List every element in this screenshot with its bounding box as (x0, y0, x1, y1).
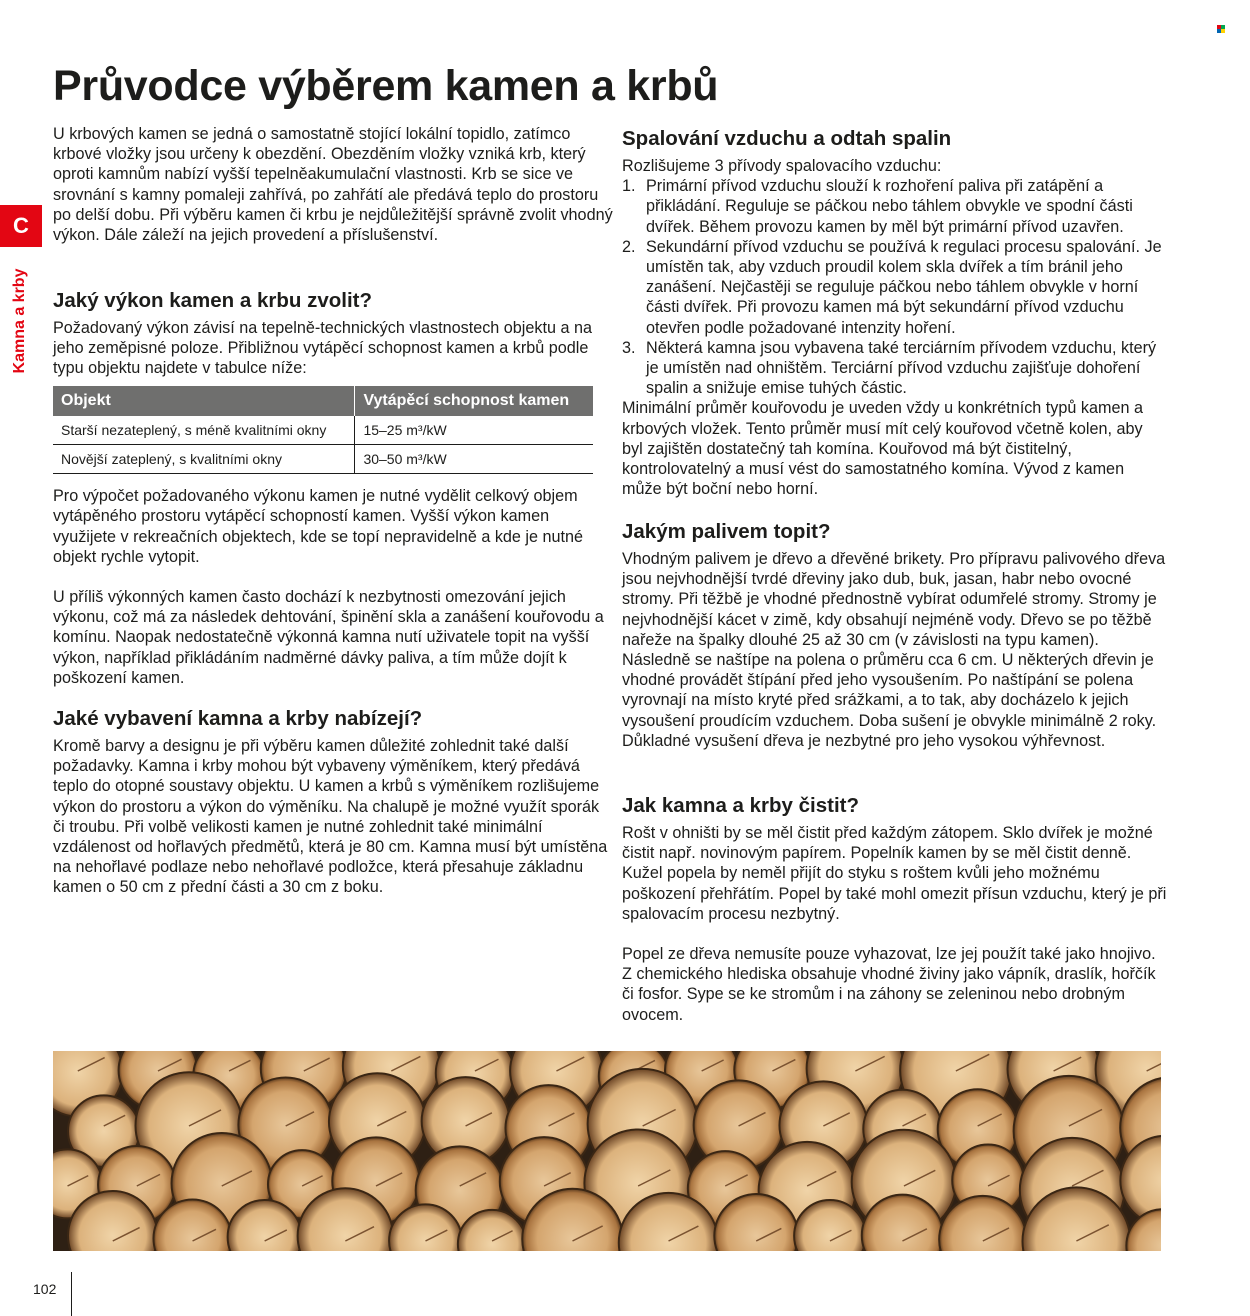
firewood-illustration (53, 1051, 1161, 1251)
cleaning-heading: Jak kamna a krby čistit? (622, 794, 860, 817)
equipment-section (53, 707, 613, 898)
table-row (53, 445, 593, 474)
page-number: 102 (33, 1281, 57, 1297)
page-title: Průvodce výběrem kamen a krbů (53, 62, 719, 110)
air-intro: Rozlišujeme 3 přívody spalovacího vzduchu: (622, 157, 942, 175)
list-text: Sekundární přívod vzduchu se používá k regulaci procesu spalování. Je umístěn tak, aby vzduch proudil kolem skla dvířek a tím bránil jeho zanášení. Nejčastěji se reguluje páčkou nebo táhlem obvykle v horní části dvířek. Při provozu kamen má být sekundární přívod vzduchu otevřen podle požadované intenzity hoření. (646, 237, 1162, 337)
air-heading: Spalování vzduchu a odtah spalin (622, 127, 952, 150)
section-tab: C (0, 205, 42, 247)
corner-logo-icon (1217, 25, 1225, 33)
list-item (622, 338, 1167, 399)
cleaning-section (622, 794, 1167, 1025)
table-header: Vytápěcí schopnost kamen (355, 386, 593, 416)
intro-paragraph: U krbových kamen se jedná o samostatně stojící lokální topidlo, zatímco krbové vložky jsou určeny k obezdění. Obezděním vložky vzniká krb, který oproti kamnům nabízí vyšší tepelněakumulační vlastnosti. Krb se sice ve srovnání s kamny pomaleji zahřívá, po zahřátí ale předává teplo do prostoru po delší dobu. Při výběru kamen či krbu je nejdůležitější správně zvolit vhodný výkon. Dále záleží na jejich provedení a příslušenství. (53, 125, 613, 245)
table-header-row (53, 386, 593, 416)
power-section (53, 289, 613, 688)
fuel-heading: Jakým palivem topit? (622, 520, 831, 543)
equipment-heading: Jaké vybavení kamna a krby nabízejí? (53, 707, 423, 730)
power-table (53, 386, 593, 475)
firewood-image (53, 1051, 1161, 1251)
fuel-text: Vhodným palivem je dřevo a dřevěné brikety. Pro přípravu palivového dřeva jsou nejvhodnější tvrdé dřeviny jako dub, buk, jasan, habr nebo ovocné stromy. Při těžbě je vhodné přednostně vybírat odumřelé stromy. Stromy je nejvhodnější kácet v zimě, kdy obsahují nejméně vody. Dřevo se po těžbě nařeže na špalky dlouhé 25 až 30 cm (v závislosti na typu kamen). Následně se naštípe na polena o průměru cca 6 cm. U některých dřevin je vhodné provádět štípání před jeho vysoušením. Po naštípání se polena vyrovnají na místo kryté před srážkami, a to tak, aby docházelo k jejich vysoušení proudícím vzduchem. Doba sušení je obvykle minimálně 2 roky. Důkladné vysušení dřeva je nezbytné pro jeho vysokou výhřevnost. (622, 550, 1166, 750)
air-section (622, 127, 1167, 499)
table-header: Objekt (53, 386, 355, 416)
table-cell: 30–50 m³/kW (355, 445, 593, 474)
cleaning-text: Rošt v ohništi by se měl čistit před každým zátopem. Sklo dvířek je možné čistit např. novinovým papírem. Popelník kamen by se měl čistit denně. Kužel popela by neměl přijít do styku s roštem kvůli jeho možnému poškození přehřátím. Popel by také mohl omezit přísun vzduchu, který je při spalovacím procesu nezbytný. (622, 824, 1167, 923)
power-paragraph-3: U příliš výkonných kamen často dochází k nezbytnosti omezování jejich výkonu, což má za následek dehtování, špinění skla a zanášení kouřovodu a komínu. Naopak nedostatečně výkonná kamna nutí uživatele topit na vyšší výkon, například přikládáním nadměrné dávky paliva, a tím může dojít k poškození kamen. (53, 588, 604, 687)
list-number: 1. (622, 177, 636, 196)
power-text: Požadovaný výkon závisí na tepelně-technických vlastnostech objektu a na jeho zeměpisné poloze. Přibližnou vytápěcí schopnost kamen a krbů podle typu objektu najdete v tabulce níže: (53, 319, 593, 378)
power-heading: Jaký výkon kamen a krbu zvolit? (53, 289, 373, 312)
list-item (622, 237, 1167, 338)
list-text: Primární přívod vzduchu slouží k rozhoření paliva při zatápění a přikládání. Reguluje se páčkou nebo táhlem obvykle ve spodní části dvířek. Během provozu kamen by měl být primární přívod uzavřen. (646, 177, 1133, 236)
table-cell: Novější zateplený, s kvalitními okny (53, 445, 355, 474)
table-row (53, 416, 593, 445)
air-outro: Minimální průměr kouřovodu je uveden vždy u konkrétních typů kamen a krbových vložek. Tento průměr musí mít celý kouřovod včetně kolen, aby byl zajištěn dostatečný tah komína. Kouřovod má být čistitelný, kontrolovatelný a musí vést do samostatného komína. Vývod z kamen může být boční nebo horní. (622, 399, 1143, 499)
intro-block (53, 124, 613, 245)
footer-divider (71, 1272, 72, 1316)
table-cell: Starší nezateplený, s méně kvalitními okny (53, 416, 355, 445)
list-item (622, 176, 1167, 237)
table-cell: 15–25 m³/kW (355, 416, 593, 445)
power-paragraph-2: Pro výpočet požadovaného výkonu kamen je nutné vydělit celkový objem vytápěného prostoru vytápěcí schopností kamen. Vyšší výkon kamen využijete v rekreačních objektech, kde se topí nepravidelně a kde je nutné objekt rychle vytopit. (53, 487, 584, 566)
air-list (622, 176, 1167, 398)
list-text: Některá kamna jsou vybavena také terciárním přívodem vzduchu, který je umístěn nad ohništěm. Terciární přívod vzduchu zajišťuje dohoření spalin a snižuje emise tuhých částic. (646, 338, 1157, 398)
equipment-text: Kromě barvy a designu je při výběru kamen důležité zohlednit také další požadavky. Kamna i krby mohou být vybaveny výměníkem, který předává teplo do otopné soustavy objektu. U kamen a krbů s výměníkem rozlišujeme výkon do prostoru a výkon do výměníku. Na chalupě je možné využít sporák či troubu. Při volbě velikosti kamen je nutné zohlednit také minimální vzdálenost od hořlavých předmětů, která je 80 cm. Kamna musí být umístěna na nehořlavé podlaze nebo nehořlavé podložce, která přesahuje základnu kamen o 50 cm z přední části a 30 cm z boku. (53, 737, 608, 897)
list-number: 3. (622, 338, 636, 357)
list-number: 2. (622, 237, 636, 256)
fuel-section (622, 520, 1167, 751)
side-label: Kamna a krby (11, 268, 28, 374)
cleaning-text-2: Popel ze dřeva nemusíte pouze vyhazovat, lze jej použít také jako hnojivo. Z chemického hlediska obsahuje vhodné živiny jako vápník, draslík, hořčík či fosfor. Sype se ke stromům i na záhony se zeleninou nebo drobným ovocem. (622, 945, 1156, 1024)
